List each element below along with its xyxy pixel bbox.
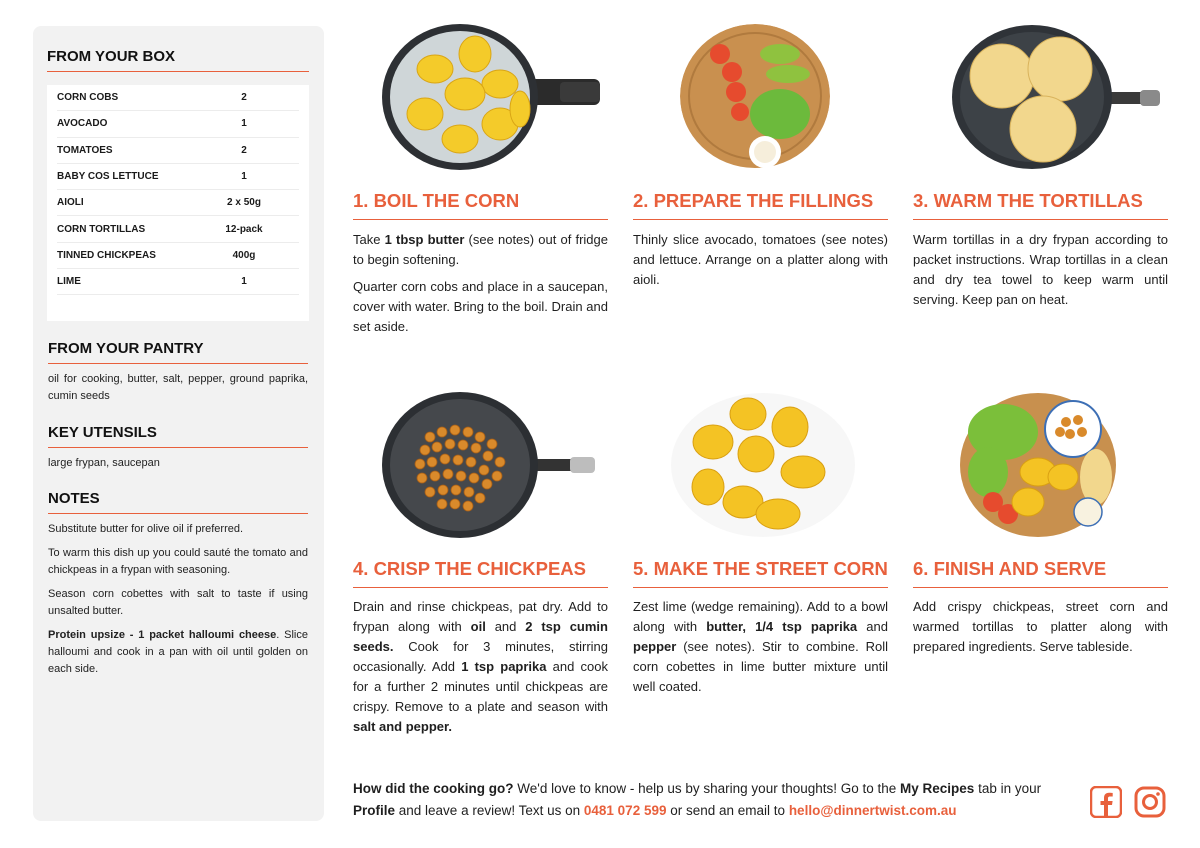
bold-span: 1 tbsp butter — [384, 232, 465, 247]
ingredient-row — [57, 269, 299, 295]
profile-link[interactable]: Profile — [353, 803, 396, 818]
ingredient-row — [57, 243, 299, 269]
step-1-paragraph — [353, 230, 608, 270]
note-item: To warm this dish up you could sauté the tomato and chickpeas in a frypan with seasoning. — [48, 547, 308, 576]
finished-platter-image — [958, 392, 1123, 539]
ingredient-name: AIOLI — [57, 197, 84, 209]
chickpeas-pan-image — [380, 392, 605, 539]
feedback-footer — [353, 778, 1073, 822]
step-4-paragraph — [353, 597, 608, 737]
note-text: . Slice halloumi and cook in a pan with oil until golden on each side. — [48, 629, 308, 675]
text-span: and — [857, 619, 888, 634]
bold-span: salt and pepper. — [353, 719, 452, 734]
note-item: Season corn cobettes with salt to taste if using unsalted butter. — [48, 588, 308, 617]
ingredient-qty: 1 — [241, 118, 247, 130]
instagram-icon[interactable] — [1134, 786, 1166, 818]
ingredient-qty: 1 — [241, 276, 247, 288]
facebook-icon[interactable] — [1090, 786, 1122, 818]
ingredient-qty: 1 — [241, 171, 247, 183]
from-your-box-section — [47, 48, 309, 321]
ingredient-qty: 400g — [232, 249, 256, 261]
bold-span: 1 tsp paprika — [461, 659, 547, 674]
text-span: Drain and rinse chickpeas, pat dry. Add to frypan along with — [353, 599, 608, 634]
utensils-text: large frypan, saucepan — [48, 457, 160, 469]
notes-section — [48, 490, 308, 678]
text-span: (see notes) out of fridge to begin softening. — [353, 232, 608, 267]
note-item — [48, 627, 308, 678]
pantry-section — [48, 340, 308, 405]
footer-text: and leave a review! Text us on — [395, 803, 584, 818]
step-6-paragraph: Add crispy chickpeas, street corn and warmed tortillas to platter along with prepared ingredients. Serve tableside. — [913, 599, 1168, 654]
step-4-body — [353, 597, 608, 744]
footer-text: We'd love to know - help us by sharing your thoughts! Go to the — [513, 781, 901, 796]
step-6-title: 6. FINISH AND SERVE — [913, 558, 1168, 588]
street-corn-image — [668, 392, 858, 539]
step-5-body — [633, 597, 888, 704]
ingredient-qty: 2 — [241, 144, 247, 156]
sidebar — [33, 26, 324, 821]
note-item: Substitute butter for olive oil if preferred. — [48, 523, 244, 535]
bold-span: 2 tsp cumin seeds. — [353, 619, 608, 654]
step-3-body — [913, 230, 1168, 317]
ingredient-row — [57, 216, 299, 242]
text-span: Cook for 3 minutes, stirring occasionally. Add — [353, 639, 608, 674]
ingredient-row — [57, 164, 299, 190]
fillings-platter-image — [680, 24, 830, 169]
step-4-title: 4. CRISP THE CHICKPEAS — [353, 558, 608, 588]
ingredient-qty: 12-pack — [225, 223, 263, 235]
ingredient-row — [57, 85, 299, 111]
step-5-paragraph — [633, 597, 888, 697]
ingredient-row — [57, 138, 299, 164]
ingredient-qty: 2 x 50g — [227, 197, 261, 209]
ingredient-row — [57, 111, 299, 137]
step-1-title: 1. BOIL THE CORN — [353, 190, 608, 220]
step-3-title: 3. WARM THE TORTILLAS — [913, 190, 1168, 220]
ingredient-name: CORN TORTILLAS — [57, 223, 146, 235]
text-span: (see notes). Stir to combine. Roll corn cobettes in lime butter mixture until well coated. — [633, 639, 888, 694]
bold-span: pepper — [633, 639, 677, 654]
text-span: and — [485, 619, 526, 634]
ingredient-row — [57, 190, 299, 216]
boiled-corn-image — [380, 24, 605, 171]
ingredient-name: LIME — [57, 276, 81, 288]
text-span: Take — [353, 232, 385, 247]
step-2-body — [633, 230, 888, 297]
step-1-body — [353, 230, 608, 344]
phone-link[interactable]: 0481 072 599 — [583, 803, 667, 818]
ingredients-table — [47, 85, 309, 321]
email-link[interactable]: hello@dinnertwist.com.au — [788, 803, 957, 818]
text-span: and cook for a further 2 minutes until chickpeas are crispy. Remove to a plate and season with — [353, 659, 608, 714]
note-bold: Protein upsize - 1 packet halloumi cheese — [48, 629, 277, 641]
pantry-text: oil for cooking, butter, salt, pepper, ground paprika, cumin seeds — [48, 373, 308, 402]
step-3-paragraph: Warm tortillas in a dry frypan according to packet instructions. Wrap tortillas in a clean and dry tea towel to keep warm until serving. Keep pan on heat. — [913, 232, 1168, 307]
ingredient-qty: 2 — [241, 92, 247, 104]
ingredient-name: CORN COBS — [57, 92, 119, 104]
ingredient-name: TINNED CHICKPEAS — [57, 249, 156, 261]
footer-text: or send an email to — [666, 803, 789, 818]
step-1-paragraph: Quarter corn cobs and place in a saucepan, cover with water. Bring to the boil. Drain and set aside. — [353, 279, 608, 334]
ingredient-name: TOMATOES — [57, 144, 113, 156]
from-your-box-heading: FROM YOUR BOX — [47, 48, 309, 72]
step-2-title: 2. PREPARE THE FILLINGS — [633, 190, 888, 220]
footer-question: How did the cooking go? — [353, 781, 514, 796]
step-5-title: 5. MAKE THE STREET CORN — [633, 558, 888, 588]
ingredient-name: BABY COS LETTUCE — [57, 171, 159, 183]
ingredient-name: AVOCADO — [57, 118, 108, 130]
notes-heading: NOTES — [48, 490, 308, 514]
bold-span: oil — [470, 619, 486, 634]
text-span: Zest lime (wedge remaining). Add to a bowl along with — [633, 599, 888, 634]
my-recipes-link[interactable]: My Recipes — [900, 781, 975, 796]
utensils-heading: KEY UTENSILS — [48, 424, 308, 448]
bold-span: butter, 1/4 tsp paprika — [706, 619, 858, 634]
utensils-section — [48, 424, 308, 472]
footer-text: tab in your — [974, 781, 1042, 796]
step-2-paragraph: Thinly slice avocado, tomatoes (see notes) and lettuce. Arrange on a platter along with aioli. — [633, 232, 888, 287]
pantry-heading: FROM YOUR PANTRY — [48, 340, 308, 364]
tortillas-pan-image — [950, 24, 1165, 171]
step-6-body — [913, 597, 1168, 664]
